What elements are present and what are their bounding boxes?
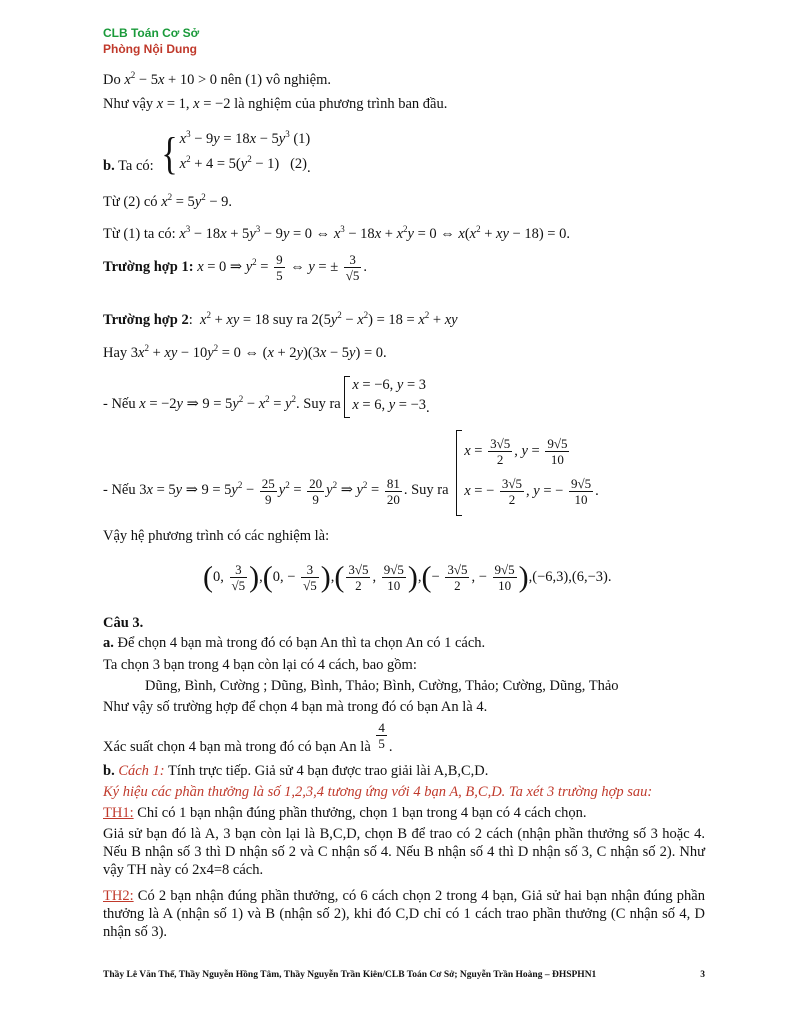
paragraph-th1: Giả sử bạn đó là A, 3 bạn còn lại là B,C,D, chọn B để trao có 2 cách (nhận phần thưởng số 3 hoặc 4. Nếu B nhận số 3 thì D nhận số 2 và C nhận số 4. Nếu B nhận số 4 thì D nhận số 3, C nhận số 2). Như vậy TH này có 2x4=8 cách. — [103, 826, 705, 878]
header-dept: Phòng Nội Dung — [103, 42, 197, 56]
paragraph-th2: TH2: Có 2 bạn nhận đúng phần thưởng, có 6 cách chọn 2 trong 4 bạn, Giả sử hai bạn nhận đúng phần thưởng là A (nhận số 1) và B (nhận số 2), khi đó C,D chỉ có 1 cách trao phần thưởng (C nhận số 4, D nhận số 3). — [103, 888, 705, 940]
subcase-2: - Nếu 3x = 5y ⇒ $9 = 5y^2$ − $\frac{25}{9}$ $y^2$ = $\frac{20}{9}$ $y^2$ ⇒ $y^2$ = $\frac{81}{20}$ . Suy ra x = $\frac{3√5}{2}$ , y = $\frac{9√5}{10}$ x = − $\frac{3√5}{2}$ , y = − $\frac{9√5}{10}$ . — [103, 426, 599, 512]
line-a3: Dũng, Bình, Cường ; Dũng, Bình, Thảo; Bình, Cường, Thảo; Cường, Dũng, Thảo — [145, 678, 619, 694]
page-number: 3 — [700, 970, 705, 980]
line-a: a. Để chọn 4 bạn mà trong đó có bạn An thì ta chọn An có 1 cách. — [103, 635, 486, 651]
case-1: Trường hợp 1: x = 0 ⇒ $y^2$ = $\frac{9}{5}$ ⇔ y = ± $\frac{3}{√5}$ . — [103, 252, 368, 283]
line-ky-hieu: Ký hiệu các phần thưởng là số 1,2,3,4 tương ứng với 4 bạn A, B,C,D. Ta xét 3 trường hợp sau: — [103, 784, 653, 800]
line-a4: Như vậy số trường hợp để chọn 4 bạn mà trong đó có bạn An là 4. — [103, 699, 488, 715]
line-th1: TH1: Chỉ có 1 bạn nhận đúng phần thưởng, chọn 1 bạn trong 4 bạn có 4 cách chọn. — [103, 805, 587, 821]
footer — [103, 970, 705, 980]
cau-3: Câu 3. — [103, 615, 144, 631]
case-2: Trường hợp 2: $x^2$ + xy = 18 suy ra $2(5y^2 - x^2) = 18 = x^2$ + xy — [103, 310, 458, 328]
solution-set: (0, $\frac{3}{√5}$ ),(0, − $\frac{3}{√5}$ ),( $\frac{3√5}{2}$ , $\frac{9√5}{10}$ ),(− $\frac{3√5}{2}$ , − $\frac{9√5}{10}$ ),(−6,3),(6,−3). — [203, 560, 612, 594]
line-a2: Ta chọn 3 bạn trong 4 bạn còn lại có 4 cách, bao gồm: — [103, 657, 417, 673]
header-club: CLB Toán Cơ Sở — [103, 26, 200, 40]
line-b2: b. Cách 1: Tính trực tiếp. Giả sử 4 bạn được trao giải lài A,B,C,D. — [103, 763, 489, 779]
line-vay: Vậy hệ phương trình có các nghiệm là: — [103, 528, 330, 544]
footer-authors: Thầy Lê Văn Thế, Thầy Nguyễn Hồng Tâm, Thầy Nguyễn Trần Kiên/CLB Toán Cơ Sở; Nguyễn Trần Hoàng – ĐHSPHN1 — [103, 970, 597, 980]
line-tu-2: Từ (2) có $x^2 = 5y^2 - 9$. — [103, 192, 233, 210]
subcase-1: - Nếu x = −2y ⇒ $9 = 5y^2 - x^2 = y^2$. Suy ra x = −6, y = 3 x = 6, y = −3. — [103, 377, 430, 416]
line-tu-1: Từ (1) ta có: $x^3 - 18x + 5y^3 - 9y = 0$ ⇔ $x^3 - 18x + x^2y = 0$ ⇔ $x(x^2$ + xy − 18) = 0. — [103, 224, 570, 242]
document-page — [103, 0, 705, 1024]
system-b: b. Ta có: { $x^3 - 9y = 18x - 5y^3$ (1) $x^2 + 4 = 5(y^2 - 1)$ (2). — [103, 129, 311, 180]
line-hay: Hay $3x^2$ + xy − $10y^2 = 0$ ⇔ (x + 2y)(3x − 5y) = 0. — [103, 343, 387, 361]
line-do: Do $x^2 - 5x + 10 > 0$ nên (1) vô nghiệm. — [103, 70, 331, 88]
line-a5: Xác suất chọn 4 bạn mà trong đó có bạn An là $\frac{4}{5}$ . — [103, 720, 393, 755]
line-nhu-vay: Như vậy x = 1, x = −2 là nghiệm của phương trình ban đầu. — [103, 96, 448, 112]
